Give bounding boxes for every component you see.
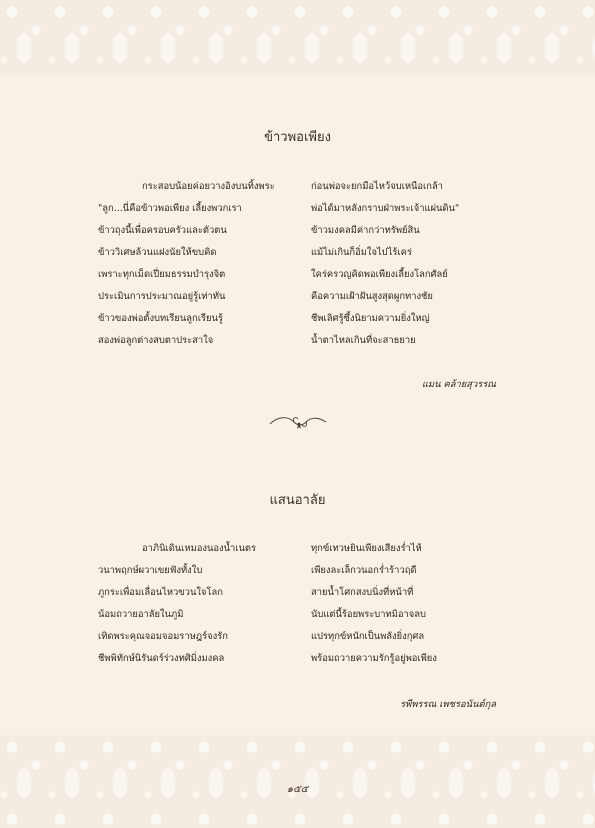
poem-line: เทิดพระคุณจอมจอมราษฎร์จงรัก bbox=[98, 631, 228, 642]
page-number: ๑๕๕ bbox=[286, 784, 309, 795]
poem-line: ประเมินการประมาณอยู่รู้เท่าทัน bbox=[98, 291, 226, 302]
poem-line: ข้าวของพ่อตั้งบทเรียนลูกเรียนรู้ bbox=[98, 313, 223, 324]
poem-line: ข้าวมงคลมีค่ากว่าทรัพย์สิน bbox=[311, 225, 420, 236]
poem-line: ก่อนพ่อจะยกมือไหว้จบเหนือเกล้า bbox=[311, 181, 443, 192]
poem-line: ทุกข์เทวษยินเพียงเสียงร่ำไห้ bbox=[311, 543, 422, 554]
poem-line: ชีพเลิศรู้ซึ้งนิยามความยิ่งใหญ่ bbox=[311, 313, 430, 324]
poem-line: แม้ไม่เกินก็อิ่มใจไปไร้เคร่ bbox=[311, 247, 412, 258]
poem-line: ชีพพิทักษ์นิรันดร์ร่วงทศิมิ่งมงคล bbox=[98, 653, 225, 664]
poem-line: คือความเฝ้าฝันสูงสุดผูกทางชัย bbox=[311, 291, 433, 302]
poem-line: ภูกระเพื่อมเลื่อนไหวขวนใจโลก bbox=[98, 587, 223, 598]
flourish-ornament-icon bbox=[268, 412, 328, 432]
poem-line: น้ำตาไหลเกินที่จะสาธยาย bbox=[311, 335, 416, 346]
poem-line: "ลูก...นี่คือข้าวพอเพียง เลี้ยงพวกเรา bbox=[98, 203, 242, 214]
decorative-top-band bbox=[0, 0, 595, 75]
poem-line: เพราะทุกเม็ดเปี่ยมธรรมบำรุงจิต bbox=[98, 269, 226, 280]
poem-line: แปรทุกข์หนักเป็นพลังยิ่งกุศล bbox=[311, 631, 425, 642]
poem-line: ข้าววิเศษล้วนแฝงนัยให้ขบคิด bbox=[98, 247, 217, 258]
poem-line: พ่อได้มาหลังกราบฝ่าพระเจ้าแผ่นดิน" bbox=[311, 203, 460, 214]
poem-title: ข้าวพอเพียง bbox=[264, 130, 331, 145]
poem-line: เพียงละเล็กวนอกร่ำร้าวฤดี bbox=[311, 565, 417, 576]
poem-line: สองพ่อลูกต่างสบตาประสาใจ bbox=[98, 335, 214, 346]
poem-line: วนาพฤกษ์ผวาเขยฟังทั้งใบ bbox=[98, 565, 203, 576]
poem-line: น้อมถวายอาลัยในภูมิ bbox=[98, 609, 184, 620]
poem-line: ข้าวถุงนี้เพื่อครอบครัวและตัวตน bbox=[98, 225, 227, 236]
poem-line: ใคร่ครวญคิดพอเพียงเลี้ยงโลกศัลย์ bbox=[311, 269, 448, 280]
poem-title: แสนอาลัย bbox=[269, 493, 326, 508]
poem-line: นับแต่นี้ร้อยพระบาทมิอาจลบ bbox=[311, 609, 426, 620]
poem-author: แมน คล้ายสุวรรณ bbox=[421, 379, 496, 390]
poem-author: รพีพรรณ เพชรอนันต์กุล bbox=[400, 699, 496, 710]
poem-line: พร้อมถวายความรักรู้อยู่พอเพียง bbox=[311, 653, 437, 664]
poem-line: กระสอบน้อยค่อยวางอิงบนทิ้งพระ bbox=[142, 181, 275, 192]
poem-line: สายน้ำโศกสงบนิ่งที่หน้าที่ bbox=[311, 587, 414, 598]
poem-line: อาภินิเดินเหมองนองน้ำเนตร bbox=[142, 543, 256, 554]
